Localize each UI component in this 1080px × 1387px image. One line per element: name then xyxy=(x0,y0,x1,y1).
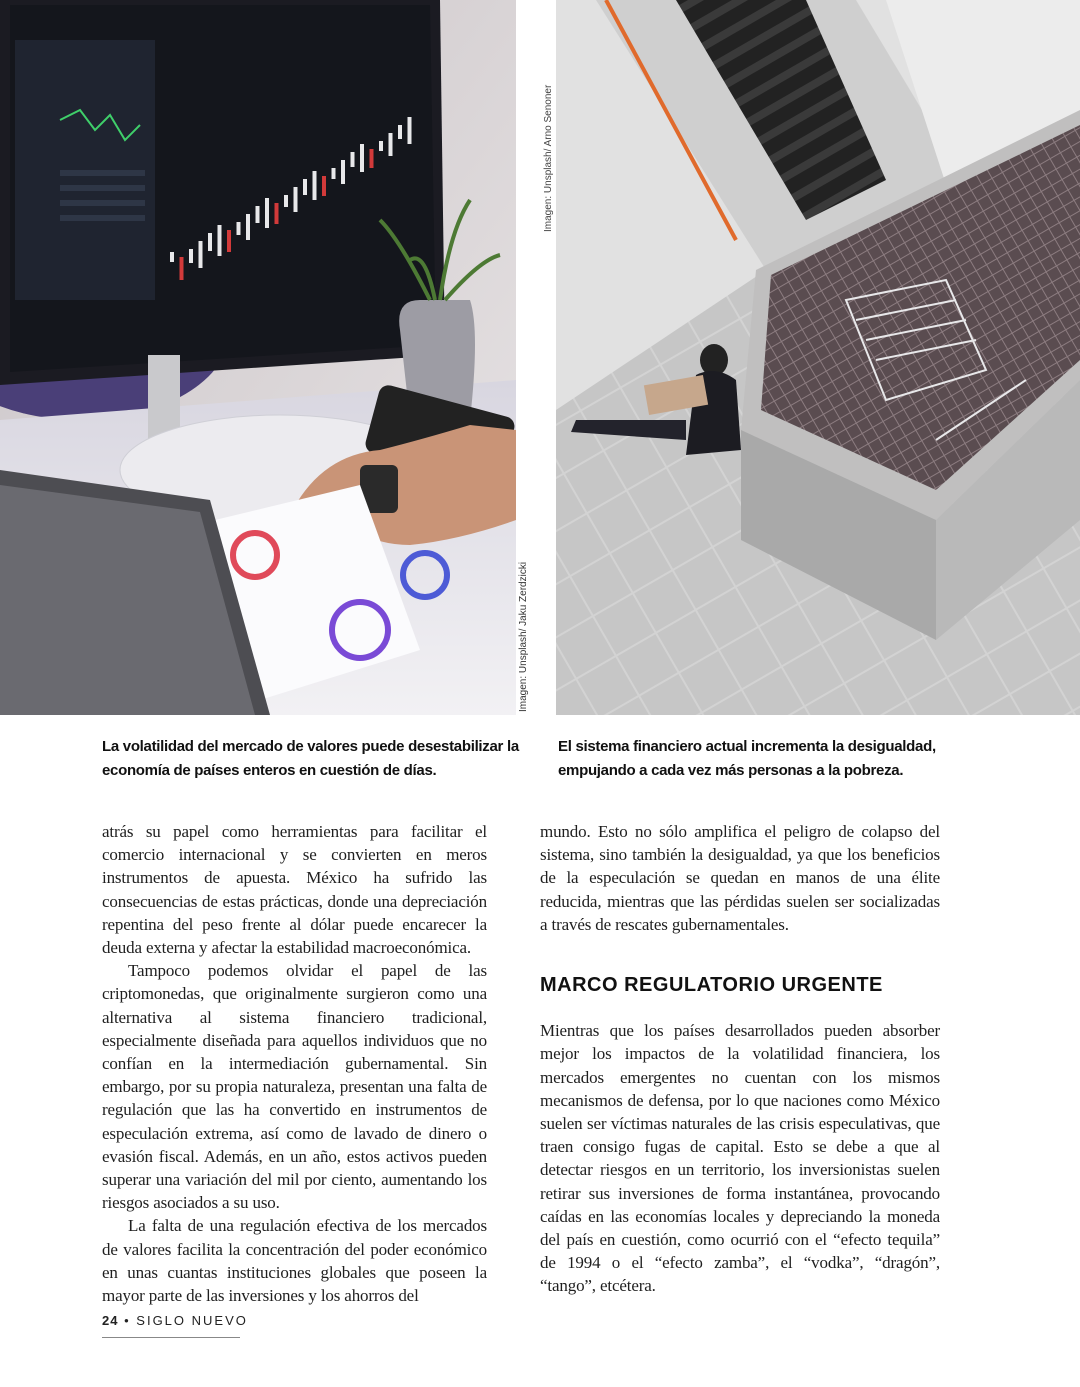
candlestick xyxy=(341,160,345,184)
candlestick xyxy=(170,252,174,262)
candlestick xyxy=(370,149,374,168)
candlestick xyxy=(332,168,336,179)
candlestick xyxy=(389,133,393,156)
publication-name: SIGLO NUEVO xyxy=(136,1313,248,1328)
candlestick xyxy=(199,241,203,268)
photo-caption-right: El sistema financiero actual incrementa la desigualdad, empujando a cada vez más personas a la pobreza. xyxy=(558,738,936,779)
candlestick xyxy=(294,187,298,212)
candlestick xyxy=(180,257,184,280)
article-column-right xyxy=(540,820,940,1298)
candlestick xyxy=(227,230,231,252)
candlestick xyxy=(189,249,193,263)
candlestick xyxy=(379,141,383,151)
candlestick xyxy=(237,222,241,235)
paragraph: atrás su papel como herramientas para facilitar el comercio internacional y se convierten en meros instrumentos de apuesta. México ha sufrido las consecuencias de estas prácticas, donde una depreciación repentina del peso frente al dólar puede encarecer la deuda externa y afectar la estabilidad macroeconómica. xyxy=(102,822,487,958)
candlestick xyxy=(284,195,288,207)
candlestick xyxy=(322,176,326,196)
footer-rule xyxy=(102,1337,240,1338)
article-column-left xyxy=(102,820,487,1307)
paragraph: mundo. Esto no sólo amplifica el peligro de colapso del sistema, sino también la desigualdad, ya que los beneficios de la especulación se quedan en manos de una élite reducida, mientras que las pérdidas suelen ser socializadas a través de rescates gubernamentales. xyxy=(540,822,940,934)
paragraph: Mientras que los países desarrollados pueden absorber mejor los impactos de la volatilidad financiera, los mercados emergentes no cuentan con los mismos mecanismos de defensa, por lo que naciones como México suelen ser víctimas naturales de las crisis especulativas, que traen consigo fugas de capital. Esto se debe a que al detectar riesgos en un territorio, los inversionistas suelen retirar sus inversiones de forma instantánea, provocando caídas en las economías locales y depreciando la moneda del país en cuestión, como ocurrió con el “efecto tequila” de 1994 o el “efecto zamba”, el “vodka”, “dragón”, “tango”, etcétera. xyxy=(540,1021,940,1296)
candlestick xyxy=(360,144,364,172)
candlestick xyxy=(265,198,269,228)
candlestick xyxy=(246,214,250,240)
candlestick xyxy=(303,179,307,195)
photo-credit-left: Imagen: Unsplash/ Jaku Zerdzicki xyxy=(518,561,529,712)
photo-caption-left: La volatilidad del mercado de valores puede desestabilizar la economía de países enteros en cuestión de días. xyxy=(102,738,519,779)
candlestick xyxy=(275,203,279,224)
candlestick xyxy=(256,206,260,223)
page-footer xyxy=(102,1313,248,1328)
candlestick xyxy=(218,225,222,256)
paragraph: Tampoco podemos olvidar el papel de las criptomonedas, que originalmente surgieron como una alternativa al sistema financiero tradicional, especialmente diseñada para aquellos individuos que no confían en la intermediación gubernamental. Sin embargo, por su propia naturaleza, presentan una falta de regulación que las ha convertido en instrumentos de especulación extrema, así como de lavado de dinero o evasión fiscal. Además, en un año, estos activos pueden superar una variación del mil por ciento, aumentando los riesgos asociados a su uso. xyxy=(102,961,487,1213)
paragraph: La falta de una regulación efectiva de los mercados de valores facilita la concentración del poder económico en unas cuantas instituciones globales que poseen la mayor parte de las inversiones y los ahorros del xyxy=(102,1216,487,1306)
candlestick xyxy=(408,117,412,144)
candlestick xyxy=(351,152,355,167)
candlestick xyxy=(398,125,402,139)
candlestick xyxy=(208,233,212,251)
stock-trading-desk-photo xyxy=(0,0,516,715)
footer-separator: • xyxy=(124,1313,131,1328)
candlestick xyxy=(313,171,317,200)
page-number: 24 xyxy=(102,1313,119,1328)
section-heading: MARCO REGULATORIO URGENTE xyxy=(540,974,883,997)
photo-credit-right: Imagen: Unsplash/ Arno Senoner xyxy=(543,84,554,232)
homeless-man-escalator-photo xyxy=(556,0,1080,715)
